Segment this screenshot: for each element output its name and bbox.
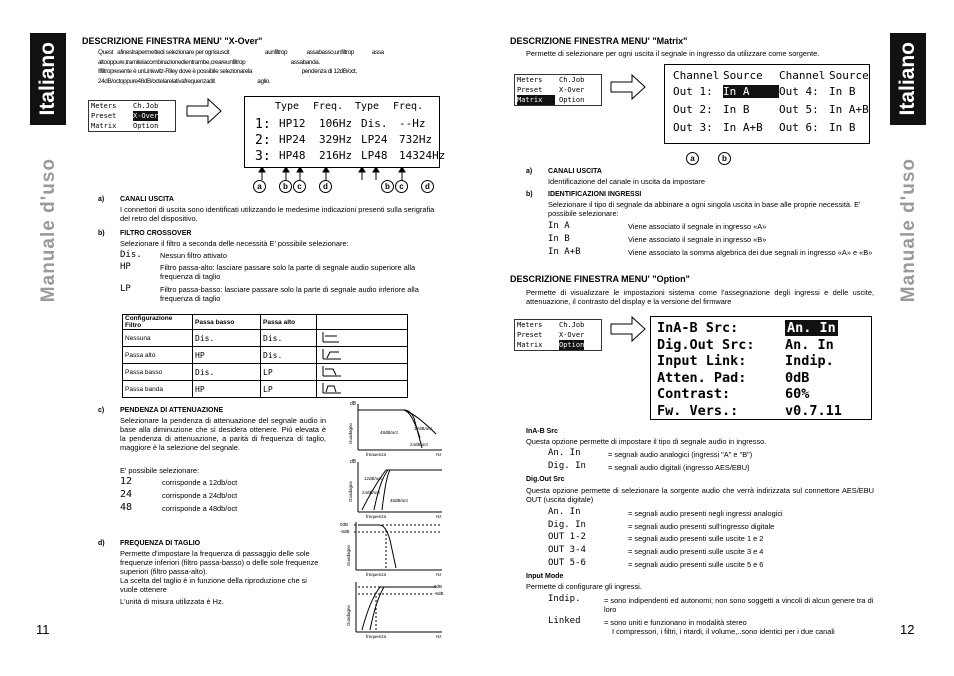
menu-row xyxy=(89,111,175,121)
opt-key: An. In xyxy=(548,507,581,517)
menu-row xyxy=(515,75,601,85)
option-value: An. In xyxy=(785,336,834,353)
graph-hz: Hz xyxy=(436,572,442,577)
page-number: 11 xyxy=(36,622,50,637)
opt-key: Indip. xyxy=(548,594,581,604)
slope-key: 24 xyxy=(120,489,133,500)
graph-label: 12dB/oct xyxy=(414,426,432,431)
lcd-row xyxy=(657,353,834,369)
td: Dis. xyxy=(193,364,261,381)
sec-b-text: Selezionare il filtro a seconda delle necessità E' possibile selezionare: xyxy=(120,239,349,248)
menu-panel xyxy=(514,74,602,106)
digout-text: Questa opzione permette di selezionare la sorgente audio che verrà indirizzata sul connettore AES/EBU OUT (uscita digitale) xyxy=(526,486,874,504)
opt-desc: = segnali audio presenti sulle uscite 3 e 4 xyxy=(628,547,764,556)
sec-a-letter: a) xyxy=(98,196,105,203)
td-icon xyxy=(317,381,408,398)
slope-key: 48 xyxy=(120,502,133,513)
menu-row xyxy=(515,330,601,340)
graph-ylabel: Guadagno xyxy=(348,480,353,502)
td: Dis. xyxy=(261,347,317,364)
td-icon xyxy=(317,330,408,347)
menu-row xyxy=(515,95,601,105)
td: Dis. xyxy=(261,330,317,347)
page-number: 12 xyxy=(900,622,915,637)
td-icon xyxy=(317,364,408,381)
menu-row xyxy=(89,101,175,111)
td: Passa banda xyxy=(123,381,193,398)
opt-key: OUT 1-2 xyxy=(548,532,586,542)
lcd-cell: Dis. xyxy=(361,117,388,130)
callout-b: b xyxy=(279,180,292,193)
lcd-col-type: Type xyxy=(275,101,300,112)
sec-d-letter: d) xyxy=(98,540,105,547)
sec-a-title: CANALI USCITA xyxy=(120,196,174,203)
xover-item[interactable]: X-Over xyxy=(559,331,585,339)
side-subtitle-wrap xyxy=(32,140,66,320)
graph-hz: Hz xyxy=(436,452,442,456)
lcd-cell: Out 6: xyxy=(779,121,819,134)
lcd-row xyxy=(255,133,459,148)
mb-text: Selezionare il tipo di segnale da abbinare a ogni singola uscita in base alle proprie necessità. E' possibile selezionare: xyxy=(548,200,861,218)
td: HP xyxy=(193,347,261,364)
chjob-item[interactable]: Ch.Job xyxy=(559,321,585,329)
ma-title: CANALI USCITA xyxy=(548,168,602,175)
lcd-row xyxy=(673,103,879,116)
opt-desc: = sono uniti e funzionano in modalità stereo xyxy=(604,618,747,627)
td-icon xyxy=(317,347,408,364)
slope-desc: corrisponde a 48db/oct xyxy=(162,504,238,513)
lcd-cell: Out 5: xyxy=(779,103,819,116)
opt-desc: = segnali audio presenti sull'ingresso digitale xyxy=(628,522,775,531)
matrix-item[interactable]: Matrix xyxy=(517,95,555,105)
lcd-header xyxy=(673,69,869,82)
src-key: In B xyxy=(548,234,570,244)
option-label: InA-B Src: xyxy=(657,320,739,336)
matrix-item[interactable]: Matrix xyxy=(517,341,543,349)
intro-line: Ilfiltropresente è unLinkwitz-Riley dove è possibile selezionarela pendenza di 12dB/oct, xyxy=(98,68,357,75)
slope-desc: corrisponde a 12db/oct xyxy=(162,478,238,487)
intro-line: Quest afinestrapermettedi selezionare per ognisuscit aunfiltrop assabasso,unfiltrop assa xyxy=(98,49,384,56)
mb-title: IDENTIFICAZIONI INGRESSI xyxy=(548,191,642,198)
ma-text: Identificazione del canale in uscita da impostare xyxy=(548,177,705,186)
lcd-cell: In B xyxy=(829,85,856,98)
sec-c-title: PENDENZA DI ATTENUAZIONE xyxy=(120,407,224,414)
opt-desc: = sono indipendenti ed autonomi; non sono soggetti a vincoli di alcun genere tra di loro xyxy=(604,596,874,614)
graph-xlabel: frequenza xyxy=(366,572,387,577)
inab-text: Questa opzione permette di impostare il tipo di segnale audio in ingresso. xyxy=(526,437,767,446)
opt-desc: = segnali audio presenti sulle uscite 5 e 6 xyxy=(628,560,764,569)
td: Passa basso xyxy=(123,364,193,381)
side-tab-right xyxy=(890,33,926,125)
opt-desc2: I compressori, i filtri, i ritardi, il volume,..sono identici per i due canali xyxy=(612,627,835,636)
src-key: In A+B xyxy=(548,247,581,257)
menu-row xyxy=(89,121,175,131)
lcd-col: Source xyxy=(723,69,763,82)
graph-xlabel: frequenza xyxy=(366,634,387,639)
lcd-cell: HP12 xyxy=(279,117,306,130)
lcd-cell: In B xyxy=(723,103,750,116)
cutoff-graph-1 xyxy=(340,520,446,580)
meters-item[interactable]: Meters xyxy=(91,102,117,110)
lcd-header xyxy=(275,101,423,112)
sec-d-text2: La scelta del taglio è in funzione della riproduzione che si vuole ottenere xyxy=(120,576,307,594)
option-heading: DESCRIZIONE FINESTRA MENU' "Option" xyxy=(510,274,690,284)
inputmode-text: Permette di configurare gli ingressi. xyxy=(526,582,642,591)
option-lcd xyxy=(650,316,872,420)
callout-d: d xyxy=(421,180,434,193)
lcd-cell: Out 3: xyxy=(673,121,713,134)
preset-item[interactable]: Preset xyxy=(91,112,117,120)
menu-row xyxy=(515,85,601,95)
opt-key: OUT 3-4 xyxy=(548,545,586,555)
option-label: Contrast: xyxy=(657,386,731,402)
menu-panel xyxy=(514,319,602,351)
lcd-cell: 14324Hz xyxy=(399,149,446,162)
callout-a: a xyxy=(686,152,699,165)
matrix-heading: DESCRIZIONE FINESTRA MENU' "Matrix" xyxy=(510,36,688,46)
td: LP xyxy=(261,381,317,398)
sec-c-text2: E' possibile selezionare: xyxy=(120,466,200,475)
th: Passa alto xyxy=(261,315,317,330)
opt-key: LP xyxy=(120,284,131,294)
option-item[interactable]: Option xyxy=(559,341,585,349)
opt-key: Linked xyxy=(548,616,581,626)
lcd-col-freq: Freq. xyxy=(313,101,344,112)
highpass-response-icon xyxy=(319,347,379,361)
opt-key: Dig. In xyxy=(548,520,586,530)
inputmode-title: Input Mode xyxy=(526,573,564,580)
slope-graph-hp xyxy=(346,398,446,456)
sec-c-text: Selezionare la pendenza di attenuazione del segnale audio in base alla diminuzione che si desidera ottenere. Più elevata è la pendenza di attenuazione, a parità di frequenza di taglio, maggiore è la selezione del segnale. xyxy=(120,416,326,452)
option-value: 60% xyxy=(785,386,810,402)
lcd-cell: Out 4: xyxy=(779,85,819,98)
chjob-item[interactable]: Ch.Job xyxy=(559,76,585,84)
lcd-col-freq: Freq. xyxy=(393,101,424,112)
opt-key: HP xyxy=(120,262,131,272)
bandpass-response-icon xyxy=(319,381,379,395)
th: Configurazione Filtro xyxy=(123,315,193,330)
callout-c: c xyxy=(395,180,408,193)
graph-label: 48dB/oct xyxy=(390,498,408,503)
option-label: Atten. Pad: xyxy=(657,369,747,386)
slope-desc: corrisponde a 24db/oct xyxy=(162,491,238,500)
callout-c: c xyxy=(293,180,306,193)
lcd-row xyxy=(657,337,834,353)
preset-item[interactable]: Preset xyxy=(517,86,543,94)
slope-key: 12 xyxy=(120,476,133,487)
lcd-row xyxy=(255,149,459,164)
src-desc: Viene associato la somma algebrica dei due segnali in ingresso «A» e «B» xyxy=(628,248,873,257)
option-label: Dig.Out Src: xyxy=(657,336,755,353)
lcd-col: Channel xyxy=(673,69,720,82)
lcd-cell: --Hz xyxy=(399,117,426,130)
lcd-row xyxy=(673,121,879,134)
inab-title: InA-B Src xyxy=(526,428,558,435)
cutoff-graph-2 xyxy=(340,580,446,640)
lcd-row xyxy=(657,386,809,402)
option-value: An. In xyxy=(787,320,836,336)
sec-b-letter: b) xyxy=(98,230,105,237)
lcd-col-type: Type xyxy=(355,101,380,112)
lowpass-response-icon xyxy=(319,364,379,378)
callouts-left xyxy=(253,180,435,193)
graph-xlabel: frequenza xyxy=(366,514,387,519)
option-item[interactable]: Option xyxy=(559,96,585,104)
sec-d-text: Permette d'impostare la frequenza di passaggio delle sole frequenze inferiori (filtro passa-basso) o delle sole frequenze superiori (filtro passa-alto). xyxy=(120,549,319,576)
lcd-cell: LP24 xyxy=(361,133,388,146)
matrix-intro: Permette di selezionare per ogni uscita il segnale in ingresso da utilizzare come sorgente. xyxy=(526,49,820,58)
lcd-cell: 732Hz xyxy=(399,133,433,146)
td: LP xyxy=(261,364,317,381)
graph-ylabel: Guadagno xyxy=(346,604,351,626)
sec-d-text3: L'unità di misura utilizzata è Hz. xyxy=(120,597,224,606)
option-item[interactable]: Option xyxy=(133,122,159,130)
src-desc: Viene associato il segnale in ingresso «B» xyxy=(628,235,767,244)
side-tab-left xyxy=(30,33,66,125)
graph-xlabel: frequenza xyxy=(366,452,387,456)
callouts-right xyxy=(686,152,732,165)
lcd-cell: 1: xyxy=(255,117,271,132)
option-value: Indip. xyxy=(785,353,834,369)
lcd-cell: In A+B xyxy=(829,103,869,116)
option-value: 0dB xyxy=(785,369,810,386)
menu-panel xyxy=(88,100,176,132)
right-arrow-icon xyxy=(186,98,222,124)
lcd-cell: 3: xyxy=(255,149,271,164)
lcd-row xyxy=(657,320,838,336)
opt-desc: = segnali audio presenti sulle uscite 1 e 2 xyxy=(628,534,764,543)
table-header xyxy=(123,315,408,330)
th xyxy=(317,315,408,330)
lcd-cell: Out 2: xyxy=(673,103,713,116)
option-label: Fw. Vers.: xyxy=(657,402,739,419)
right-arrow-icon xyxy=(610,74,646,100)
opt-key: An. In xyxy=(548,448,581,458)
lcd-row xyxy=(255,117,459,132)
xover-item[interactable]: X-Over xyxy=(133,112,159,120)
opt-desc: = segnali audio presenti negli ingressi analogici xyxy=(628,509,783,518)
side-title: Italiano xyxy=(896,42,919,116)
lcd-col: Source xyxy=(829,69,869,82)
menu-row xyxy=(515,340,601,350)
opt-desc: Filtro passa-alto: lasciare passare solo la parte di segnale audio superiore alla frequenza di taglio xyxy=(160,263,416,281)
graph-label: 12dB/oct xyxy=(364,476,382,481)
opt-desc: = segnali audio analogici (ingressi "A" e "B") xyxy=(608,450,753,459)
section-heading: DESCRIZIONE FINESTRA MENU' "X-Over" xyxy=(82,36,263,46)
graph-ylabel: Guadagno xyxy=(348,422,353,444)
side-subtitle: Manuale d'uso xyxy=(38,157,59,303)
mb-letter: b) xyxy=(526,191,533,198)
lcd-col: Channel xyxy=(779,69,826,82)
callout-d: d xyxy=(319,180,332,193)
meters-item[interactable]: Meters xyxy=(517,76,543,84)
graph-label: 24dB/oct xyxy=(410,442,428,447)
digout-title: Dig.Out Src xyxy=(526,476,565,483)
lcd-cell: In B xyxy=(829,121,856,134)
opt-desc: = segnali audio digitali (ingresso AES/EBU) xyxy=(608,463,750,472)
ma-letter: a) xyxy=(526,168,533,175)
graph-marker: 0dB xyxy=(340,522,349,527)
table-row xyxy=(123,364,408,381)
callout-a: a xyxy=(253,180,266,193)
lcd-cell: Out 1: xyxy=(673,85,713,98)
graph-ylabel: Guadagno xyxy=(346,544,351,566)
lcd-cell: In A+B xyxy=(723,121,763,134)
callout-b: b xyxy=(381,180,394,193)
matrix-lcd xyxy=(664,64,870,144)
right-arrow-icon xyxy=(610,316,646,342)
table-row xyxy=(123,347,408,364)
option-intro: Permette di visualizzare le impostazioni sistema come l'assegnazione degli ingressi e delle uscite, attenuazione, il contrasto del display e la versione del firmware xyxy=(526,288,874,306)
graph-label: 48dB/oct xyxy=(380,430,398,435)
lcd-cell: 329Hz xyxy=(319,133,353,146)
td: Passa alto xyxy=(123,347,193,364)
lcd-cell: 216Hz xyxy=(319,149,353,162)
sec-c-letter: c) xyxy=(98,407,105,414)
xover-item[interactable]: X-Over xyxy=(559,86,585,94)
lcd-row xyxy=(673,85,879,98)
sec-d-title: FREQUENZA DI TAGLIO xyxy=(120,540,201,547)
graph-marker: -6dB xyxy=(340,529,350,534)
lcd-cell: In A xyxy=(723,85,779,98)
lcd-row xyxy=(657,403,842,419)
td: HP xyxy=(193,381,261,398)
intro-line: altooppure,tramitelacombinazionedientrambe,creareunfiltrop assabanda. xyxy=(98,58,320,66)
lcd-cell: LP48 xyxy=(361,149,388,162)
td: Dis. xyxy=(193,330,261,347)
graph-label: 24dB/oct xyxy=(362,490,380,495)
opt-key: Dis. xyxy=(120,250,142,260)
graph-marker: 0dB xyxy=(434,584,443,589)
graph-marker: -6dB xyxy=(434,591,444,596)
chjob-item[interactable]: Ch.Job xyxy=(133,102,159,110)
graph-db: dB xyxy=(350,401,357,407)
side-subtitle: Manuale d'uso xyxy=(898,157,919,303)
th: Passa basso xyxy=(193,315,261,330)
td: Nessuna xyxy=(123,330,193,347)
table-row xyxy=(123,330,408,347)
meters-item[interactable]: Meters xyxy=(517,321,543,329)
slope-graph-lp xyxy=(346,456,446,520)
callout-b: b xyxy=(718,152,731,165)
lcd-cell: 106Hz xyxy=(319,117,353,130)
option-label: Input Link: xyxy=(657,353,747,369)
graph-hz: Hz xyxy=(436,514,442,519)
src-key: In A xyxy=(548,221,570,231)
sec-a-text: I connettori di uscita sono identificati utilizzando le medesime indicazioni presenti sulla serigrafia del retro del dispositivo. xyxy=(120,205,435,223)
opt-desc: Filtro passa-basso: lasciare passare solo la parte di segnale audio inferiore alla frequenza di taglio xyxy=(160,285,419,303)
opt-key: Dig. In xyxy=(548,461,586,471)
graph-hz: Hz xyxy=(436,634,442,639)
sec-b-title: FILTRO CROSSOVER xyxy=(120,230,192,237)
option-value: v0.7.11 xyxy=(785,402,842,419)
lcd-cell: 2: xyxy=(255,133,271,148)
menu-row xyxy=(515,320,601,330)
table-row xyxy=(123,381,408,398)
lcd-cell: HP48 xyxy=(279,149,306,162)
side-subtitle-wrap xyxy=(892,140,926,320)
opt-key: OUT 5-6 xyxy=(548,558,586,568)
intro-line: 24dB/octoppure48dB/octelarelativafrequenzadit aglio. xyxy=(98,77,271,85)
graph-db: dB xyxy=(350,459,357,465)
callout-arrows xyxy=(256,167,406,181)
opt-desc: Nessun filtro attivato xyxy=(160,251,227,260)
preset-item[interactable]: Preset xyxy=(517,331,543,339)
side-title: Italiano xyxy=(36,42,59,116)
xover-lcd xyxy=(244,96,446,168)
intro-text xyxy=(98,48,446,86)
src-desc: Viene associato il segnale in ingresso «A» xyxy=(628,222,767,231)
lcd-row xyxy=(657,370,809,386)
filter-table xyxy=(122,314,408,398)
matrix-item[interactable]: Matrix xyxy=(91,122,117,130)
flat-response-icon xyxy=(319,330,379,344)
lcd-cell: HP24 xyxy=(279,133,306,146)
